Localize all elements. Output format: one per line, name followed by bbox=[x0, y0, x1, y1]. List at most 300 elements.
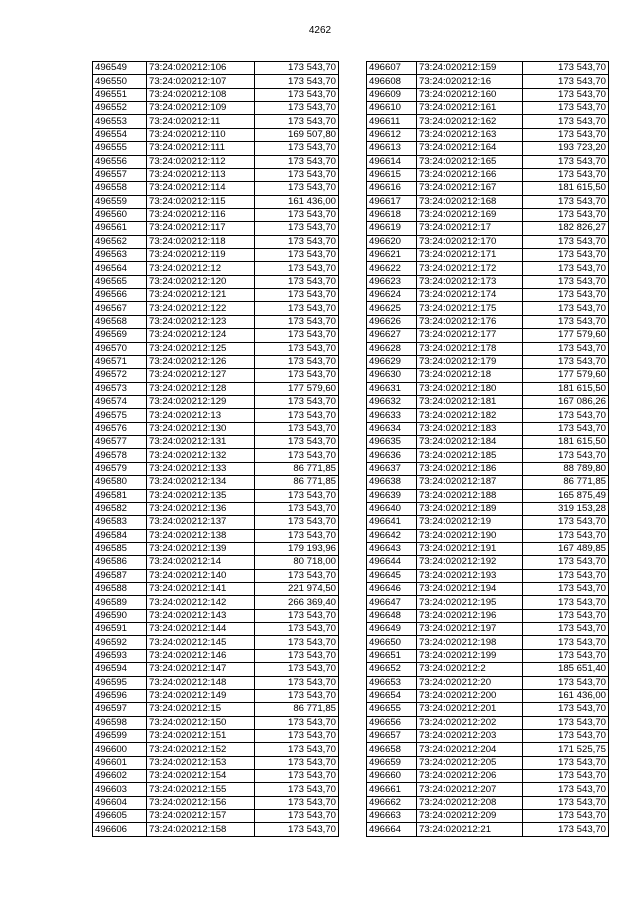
value-cell: 173 543,70 bbox=[255, 636, 339, 649]
record-number-cell: 496599 bbox=[93, 729, 147, 742]
cadastral-number-cell: 73:24:020212:168 bbox=[417, 195, 523, 208]
value-cell: 173 543,70 bbox=[523, 609, 609, 622]
cadastral-number-cell: 73:24:020212:121 bbox=[147, 289, 255, 302]
table-row bbox=[367, 195, 609, 208]
table-row bbox=[93, 155, 339, 168]
table-row bbox=[367, 382, 609, 395]
cadastral-number-cell: 73:24:020212:148 bbox=[147, 676, 255, 689]
record-number-cell: 496648 bbox=[367, 609, 417, 622]
cadastral-number-cell: 73:24:020212:12 bbox=[147, 262, 255, 275]
table-row bbox=[367, 569, 609, 582]
cadastral-number-cell: 73:24:020212:146 bbox=[147, 649, 255, 662]
record-number-cell: 496646 bbox=[367, 583, 417, 596]
table-row bbox=[367, 703, 609, 716]
table-row bbox=[93, 716, 339, 729]
table-row bbox=[93, 449, 339, 462]
cadastral-number-cell: 73:24:020212:157 bbox=[147, 810, 255, 823]
value-cell: 221 974,50 bbox=[255, 583, 339, 596]
table-row bbox=[93, 142, 339, 155]
value-cell: 173 543,70 bbox=[523, 716, 609, 729]
value-cell: 173 543,70 bbox=[523, 102, 609, 115]
value-cell: 173 543,70 bbox=[255, 62, 339, 75]
cadastral-number-cell: 73:24:020212:20 bbox=[417, 676, 523, 689]
record-number-cell: 496562 bbox=[93, 235, 147, 248]
value-cell: 173 543,70 bbox=[255, 516, 339, 529]
value-cell: 173 543,70 bbox=[523, 676, 609, 689]
table-row bbox=[93, 249, 339, 262]
value-cell: 173 543,70 bbox=[255, 102, 339, 115]
value-cell: 173 543,70 bbox=[255, 155, 339, 168]
table-row bbox=[367, 409, 609, 422]
value-cell: 173 543,70 bbox=[255, 115, 339, 128]
record-number-cell: 496661 bbox=[367, 783, 417, 796]
value-cell: 185 651,40 bbox=[523, 663, 609, 676]
record-number-cell: 496622 bbox=[367, 262, 417, 275]
table-row bbox=[93, 516, 339, 529]
record-number-cell: 496580 bbox=[93, 476, 147, 489]
value-cell: 173 543,70 bbox=[255, 409, 339, 422]
value-cell: 173 543,70 bbox=[523, 342, 609, 355]
table-row bbox=[367, 355, 609, 368]
value-cell: 173 543,70 bbox=[255, 168, 339, 181]
cadastral-number-cell: 73:24:020212:182 bbox=[417, 409, 523, 422]
value-cell: 86 771,85 bbox=[523, 476, 609, 489]
value-cell: 266 369,40 bbox=[255, 596, 339, 609]
record-number-cell: 496611 bbox=[367, 115, 417, 128]
record-number-cell: 496588 bbox=[93, 583, 147, 596]
value-cell: 173 543,70 bbox=[523, 289, 609, 302]
cadastral-number-cell: 73:24:020212:136 bbox=[147, 502, 255, 515]
record-number-cell: 496575 bbox=[93, 409, 147, 422]
value-cell: 177 579,60 bbox=[255, 382, 339, 395]
table-row bbox=[367, 810, 609, 823]
cadastral-number-cell: 73:24:020212:125 bbox=[147, 342, 255, 355]
table-row bbox=[367, 502, 609, 515]
record-number-cell: 496598 bbox=[93, 716, 147, 729]
table-row bbox=[367, 649, 609, 662]
value-cell: 173 543,70 bbox=[255, 770, 339, 783]
cadastral-number-cell: 73:24:020212:140 bbox=[147, 569, 255, 582]
cadastral-number-cell: 73:24:020212:151 bbox=[147, 729, 255, 742]
record-number-cell: 496574 bbox=[93, 395, 147, 408]
cadastral-number-cell: 73:24:020212:176 bbox=[417, 315, 523, 328]
cadastral-number-cell: 73:24:020212:164 bbox=[417, 142, 523, 155]
table-row bbox=[93, 476, 339, 489]
cadastral-number-cell: 73:24:020212:130 bbox=[147, 422, 255, 435]
table-row bbox=[93, 636, 339, 649]
table-row bbox=[367, 75, 609, 88]
table-row bbox=[93, 436, 339, 449]
table-row bbox=[367, 369, 609, 382]
table-row bbox=[93, 168, 339, 181]
table-row bbox=[367, 663, 609, 676]
cadastral-number-cell: 73:24:020212:133 bbox=[147, 462, 255, 475]
record-number-cell: 496569 bbox=[93, 329, 147, 342]
value-cell: 171 525,75 bbox=[523, 743, 609, 756]
value-cell: 173 543,70 bbox=[523, 195, 609, 208]
record-number-cell: 496663 bbox=[367, 810, 417, 823]
value-cell: 173 543,70 bbox=[523, 649, 609, 662]
record-number-cell: 496617 bbox=[367, 195, 417, 208]
table-row bbox=[93, 556, 339, 569]
cadastral-number-cell: 73:24:020212:145 bbox=[147, 636, 255, 649]
record-number-cell: 496566 bbox=[93, 289, 147, 302]
record-number-cell: 496621 bbox=[367, 249, 417, 262]
record-number-cell: 496636 bbox=[367, 449, 417, 462]
cadastral-table-left bbox=[92, 61, 339, 837]
record-number-cell: 496634 bbox=[367, 422, 417, 435]
record-number-cell: 496600 bbox=[93, 743, 147, 756]
value-cell: 173 543,70 bbox=[523, 262, 609, 275]
record-number-cell: 496602 bbox=[93, 770, 147, 783]
cadastral-number-cell: 73:24:020212:153 bbox=[147, 756, 255, 769]
value-cell: 173 543,70 bbox=[255, 289, 339, 302]
cadastral-number-cell: 73:24:020212:196 bbox=[417, 609, 523, 622]
value-cell: 173 543,70 bbox=[523, 636, 609, 649]
table-row bbox=[93, 302, 339, 315]
cadastral-number-cell: 73:24:020212:156 bbox=[147, 796, 255, 809]
value-cell: 88 789,80 bbox=[523, 462, 609, 475]
cadastral-number-cell: 73:24:020212:113 bbox=[147, 168, 255, 181]
value-cell: 173 543,70 bbox=[255, 729, 339, 742]
table-row bbox=[367, 235, 609, 248]
record-number-cell: 496625 bbox=[367, 302, 417, 315]
value-cell: 181 615,50 bbox=[523, 382, 609, 395]
value-cell: 173 543,70 bbox=[255, 275, 339, 288]
record-number-cell: 496549 bbox=[93, 62, 147, 75]
cadastral-number-cell: 73:24:020212:123 bbox=[147, 315, 255, 328]
cadastral-number-cell: 73:24:020212:143 bbox=[147, 609, 255, 622]
cadastral-number-cell: 73:24:020212:115 bbox=[147, 195, 255, 208]
value-cell: 86 771,85 bbox=[255, 703, 339, 716]
value-cell: 173 543,70 bbox=[255, 756, 339, 769]
cadastral-number-cell: 73:24:020212:175 bbox=[417, 302, 523, 315]
page-number: 4262 bbox=[308, 25, 332, 36]
record-number-cell: 496637 bbox=[367, 462, 417, 475]
table-row bbox=[93, 502, 339, 515]
table-row bbox=[367, 823, 609, 836]
cadastral-number-cell: 73:24:020212:142 bbox=[147, 596, 255, 609]
cadastral-number-cell: 73:24:020212:179 bbox=[417, 355, 523, 368]
record-number-cell: 496662 bbox=[367, 796, 417, 809]
value-cell: 173 543,70 bbox=[523, 729, 609, 742]
cadastral-number-cell: 73:24:020212:134 bbox=[147, 476, 255, 489]
cadastral-number-cell: 73:24:020212:152 bbox=[147, 743, 255, 756]
value-cell: 173 543,70 bbox=[523, 355, 609, 368]
record-number-cell: 496631 bbox=[367, 382, 417, 395]
cadastral-number-cell: 73:24:020212:158 bbox=[147, 823, 255, 836]
table-row bbox=[367, 796, 609, 809]
value-cell: 173 543,70 bbox=[255, 823, 339, 836]
table-row bbox=[93, 62, 339, 75]
cadastral-number-cell: 73:24:020212:194 bbox=[417, 583, 523, 596]
value-cell: 173 543,70 bbox=[523, 422, 609, 435]
record-number-cell: 496612 bbox=[367, 128, 417, 141]
record-number-cell: 496649 bbox=[367, 623, 417, 636]
table-row bbox=[93, 783, 339, 796]
table-row bbox=[93, 689, 339, 702]
table-row bbox=[93, 315, 339, 328]
record-number-cell: 496643 bbox=[367, 542, 417, 555]
cadastral-number-cell: 73:24:020212:109 bbox=[147, 102, 255, 115]
table-row bbox=[367, 302, 609, 315]
value-cell: 173 543,70 bbox=[523, 115, 609, 128]
value-cell: 173 543,70 bbox=[255, 395, 339, 408]
value-cell: 173 543,70 bbox=[255, 796, 339, 809]
cadastral-number-cell: 73:24:020212:138 bbox=[147, 529, 255, 542]
cadastral-number-cell: 73:24:020212:149 bbox=[147, 689, 255, 702]
cadastral-number-cell: 73:24:020212:167 bbox=[417, 182, 523, 195]
record-number-cell: 496640 bbox=[367, 502, 417, 515]
table-row bbox=[93, 810, 339, 823]
cadastral-number-cell: 73:24:020212:111 bbox=[147, 142, 255, 155]
cadastral-number-cell: 73:24:020212:110 bbox=[147, 128, 255, 141]
table-row bbox=[367, 756, 609, 769]
value-cell: 173 543,70 bbox=[523, 302, 609, 315]
value-cell: 173 543,70 bbox=[255, 222, 339, 235]
value-cell: 173 543,70 bbox=[255, 529, 339, 542]
value-cell: 173 543,70 bbox=[255, 422, 339, 435]
record-number-cell: 496633 bbox=[367, 409, 417, 422]
table-row bbox=[367, 529, 609, 542]
record-number-cell: 496638 bbox=[367, 476, 417, 489]
record-number-cell: 496560 bbox=[93, 208, 147, 221]
value-cell: 161 436,00 bbox=[255, 195, 339, 208]
cadastral-number-cell: 73:24:020212:106 bbox=[147, 62, 255, 75]
table-row bbox=[93, 569, 339, 582]
record-number-cell: 496596 bbox=[93, 689, 147, 702]
table-row bbox=[367, 128, 609, 141]
cadastral-number-cell: 73:24:020212:199 bbox=[417, 649, 523, 662]
table-row bbox=[93, 329, 339, 342]
record-number-cell: 496609 bbox=[367, 88, 417, 101]
table-row bbox=[93, 743, 339, 756]
cadastral-number-cell: 73:24:020212:206 bbox=[417, 770, 523, 783]
record-number-cell: 496607 bbox=[367, 62, 417, 75]
table-body bbox=[367, 62, 609, 837]
record-number-cell: 496647 bbox=[367, 596, 417, 609]
record-number-cell: 496589 bbox=[93, 596, 147, 609]
table-row bbox=[93, 422, 339, 435]
cadastral-number-cell: 73:24:020212:128 bbox=[147, 382, 255, 395]
table-row bbox=[93, 369, 339, 382]
record-number-cell: 496558 bbox=[93, 182, 147, 195]
value-cell: 173 543,70 bbox=[523, 770, 609, 783]
table-row bbox=[93, 409, 339, 422]
table-row bbox=[367, 623, 609, 636]
value-cell: 173 543,70 bbox=[523, 409, 609, 422]
cadastral-number-cell: 73:24:020212:191 bbox=[417, 542, 523, 555]
value-cell: 173 543,70 bbox=[523, 783, 609, 796]
cadastral-number-cell: 73:24:020212:190 bbox=[417, 529, 523, 542]
record-number-cell: 496659 bbox=[367, 756, 417, 769]
cadastral-number-cell: 73:24:020212:177 bbox=[417, 329, 523, 342]
table-row bbox=[93, 395, 339, 408]
record-number-cell: 496587 bbox=[93, 569, 147, 582]
cadastral-number-cell: 73:24:020212:204 bbox=[417, 743, 523, 756]
value-cell: 173 543,70 bbox=[523, 823, 609, 836]
record-number-cell: 496635 bbox=[367, 436, 417, 449]
value-cell: 173 543,70 bbox=[523, 62, 609, 75]
value-cell: 181 615,50 bbox=[523, 182, 609, 195]
table-row bbox=[93, 596, 339, 609]
record-number-cell: 496629 bbox=[367, 355, 417, 368]
table-row bbox=[93, 542, 339, 555]
value-cell: 173 543,70 bbox=[523, 75, 609, 88]
cadastral-number-cell: 73:24:020212:185 bbox=[417, 449, 523, 462]
cadastral-number-cell: 73:24:020212:202 bbox=[417, 716, 523, 729]
value-cell: 173 543,70 bbox=[523, 796, 609, 809]
value-cell: 86 771,85 bbox=[255, 476, 339, 489]
record-number-cell: 496645 bbox=[367, 569, 417, 582]
cadastral-number-cell: 73:24:020212:139 bbox=[147, 542, 255, 555]
table-row bbox=[367, 596, 609, 609]
cadastral-number-cell: 73:24:020212:13 bbox=[147, 409, 255, 422]
cadastral-number-cell: 73:24:020212:107 bbox=[147, 75, 255, 88]
value-cell: 173 543,70 bbox=[523, 623, 609, 636]
record-number-cell: 496604 bbox=[93, 796, 147, 809]
table-row bbox=[93, 289, 339, 302]
table-row bbox=[93, 489, 339, 502]
record-number-cell: 496616 bbox=[367, 182, 417, 195]
value-cell: 173 543,70 bbox=[523, 315, 609, 328]
cadastral-number-cell: 73:24:020212:126 bbox=[147, 355, 255, 368]
value-cell: 177 579,60 bbox=[523, 369, 609, 382]
value-cell: 179 193,96 bbox=[255, 542, 339, 555]
table-row bbox=[367, 516, 609, 529]
record-number-cell: 496576 bbox=[93, 422, 147, 435]
value-cell: 165 875,49 bbox=[523, 489, 609, 502]
table-row bbox=[367, 88, 609, 101]
table-row bbox=[93, 262, 339, 275]
record-number-cell: 496641 bbox=[367, 516, 417, 529]
cadastral-number-cell: 73:24:020212:119 bbox=[147, 249, 255, 262]
cadastral-number-cell: 73:24:020212:116 bbox=[147, 208, 255, 221]
record-number-cell: 496586 bbox=[93, 556, 147, 569]
value-cell: 173 543,70 bbox=[255, 663, 339, 676]
table-row bbox=[93, 796, 339, 809]
record-number-cell: 496628 bbox=[367, 342, 417, 355]
value-cell: 173 543,70 bbox=[523, 583, 609, 596]
record-number-cell: 496591 bbox=[93, 623, 147, 636]
table-row bbox=[93, 623, 339, 636]
value-cell: 161 436,00 bbox=[523, 689, 609, 702]
record-number-cell: 496579 bbox=[93, 462, 147, 475]
cadastral-number-cell: 73:24:020212:200 bbox=[417, 689, 523, 702]
table-row bbox=[93, 703, 339, 716]
table-row bbox=[93, 770, 339, 783]
record-number-cell: 496650 bbox=[367, 636, 417, 649]
value-cell: 173 543,70 bbox=[255, 449, 339, 462]
cadastral-number-cell: 73:24:020212:172 bbox=[417, 262, 523, 275]
record-number-cell: 496664 bbox=[367, 823, 417, 836]
value-cell: 173 543,70 bbox=[523, 810, 609, 823]
table-row bbox=[367, 182, 609, 195]
record-number-cell: 496615 bbox=[367, 168, 417, 181]
table-row bbox=[367, 462, 609, 475]
table-row bbox=[93, 128, 339, 141]
table-row bbox=[367, 449, 609, 462]
table-row bbox=[367, 636, 609, 649]
table-row bbox=[93, 235, 339, 248]
record-number-cell: 496581 bbox=[93, 489, 147, 502]
table-row bbox=[367, 556, 609, 569]
record-number-cell: 496627 bbox=[367, 329, 417, 342]
table-row bbox=[367, 168, 609, 181]
cadastral-number-cell: 73:24:020212:16 bbox=[417, 75, 523, 88]
value-cell: 169 507,80 bbox=[255, 128, 339, 141]
cadastral-number-cell: 73:24:020212:132 bbox=[147, 449, 255, 462]
cadastral-number-cell: 73:24:020212:209 bbox=[417, 810, 523, 823]
record-number-cell: 496570 bbox=[93, 342, 147, 355]
value-cell: 173 543,70 bbox=[255, 355, 339, 368]
record-number-cell: 496561 bbox=[93, 222, 147, 235]
table-row bbox=[93, 729, 339, 742]
cadastral-number-cell: 73:24:020212:19 bbox=[417, 516, 523, 529]
value-cell: 173 543,70 bbox=[523, 235, 609, 248]
table-row bbox=[93, 649, 339, 662]
record-number-cell: 496564 bbox=[93, 262, 147, 275]
table-row bbox=[367, 436, 609, 449]
table-row bbox=[93, 609, 339, 622]
table-row bbox=[93, 195, 339, 208]
table-row bbox=[367, 489, 609, 502]
record-number-cell: 496652 bbox=[367, 663, 417, 676]
cadastral-number-cell: 73:24:020212:112 bbox=[147, 155, 255, 168]
value-cell: 173 543,70 bbox=[255, 369, 339, 382]
cadastral-number-cell: 73:24:020212:189 bbox=[417, 502, 523, 515]
table-row bbox=[367, 476, 609, 489]
record-number-cell: 496606 bbox=[93, 823, 147, 836]
cadastral-number-cell: 73:24:020212:124 bbox=[147, 329, 255, 342]
table-row bbox=[93, 182, 339, 195]
cadastral-number-cell: 73:24:020212:108 bbox=[147, 88, 255, 101]
cadastral-number-cell: 73:24:020212:155 bbox=[147, 783, 255, 796]
cadastral-number-cell: 73:24:020212:135 bbox=[147, 489, 255, 502]
value-cell: 173 543,70 bbox=[255, 75, 339, 88]
cadastral-number-cell: 73:24:020212:114 bbox=[147, 182, 255, 195]
value-cell: 182 826,27 bbox=[523, 222, 609, 235]
cadastral-number-cell: 73:24:020212:129 bbox=[147, 395, 255, 408]
cadastral-number-cell: 73:24:020212:150 bbox=[147, 716, 255, 729]
cadastral-number-cell: 73:24:020212:120 bbox=[147, 275, 255, 288]
record-number-cell: 496557 bbox=[93, 168, 147, 181]
record-number-cell: 496553 bbox=[93, 115, 147, 128]
value-cell: 173 543,70 bbox=[523, 529, 609, 542]
value-cell: 173 543,70 bbox=[255, 623, 339, 636]
record-number-cell: 496630 bbox=[367, 369, 417, 382]
value-cell: 173 543,70 bbox=[523, 249, 609, 262]
cadastral-number-cell: 73:24:020212:159 bbox=[417, 62, 523, 75]
record-number-cell: 496597 bbox=[93, 703, 147, 716]
cadastral-number-cell: 73:24:020212:198 bbox=[417, 636, 523, 649]
table-row bbox=[93, 102, 339, 115]
table-row bbox=[93, 222, 339, 235]
value-cell: 173 543,70 bbox=[523, 596, 609, 609]
value-cell: 173 543,70 bbox=[523, 88, 609, 101]
value-cell: 173 543,70 bbox=[255, 88, 339, 101]
record-number-cell: 496603 bbox=[93, 783, 147, 796]
value-cell: 167 489,85 bbox=[523, 542, 609, 555]
value-cell: 173 543,70 bbox=[255, 142, 339, 155]
table-row bbox=[93, 663, 339, 676]
record-number-cell: 496556 bbox=[93, 155, 147, 168]
cadastral-number-cell: 73:24:020212:195 bbox=[417, 596, 523, 609]
cadastral-number-cell: 73:24:020212:118 bbox=[147, 235, 255, 248]
value-cell: 173 543,70 bbox=[255, 342, 339, 355]
cadastral-number-cell: 73:24:020212:163 bbox=[417, 128, 523, 141]
cadastral-number-cell: 73:24:020212:174 bbox=[417, 289, 523, 302]
